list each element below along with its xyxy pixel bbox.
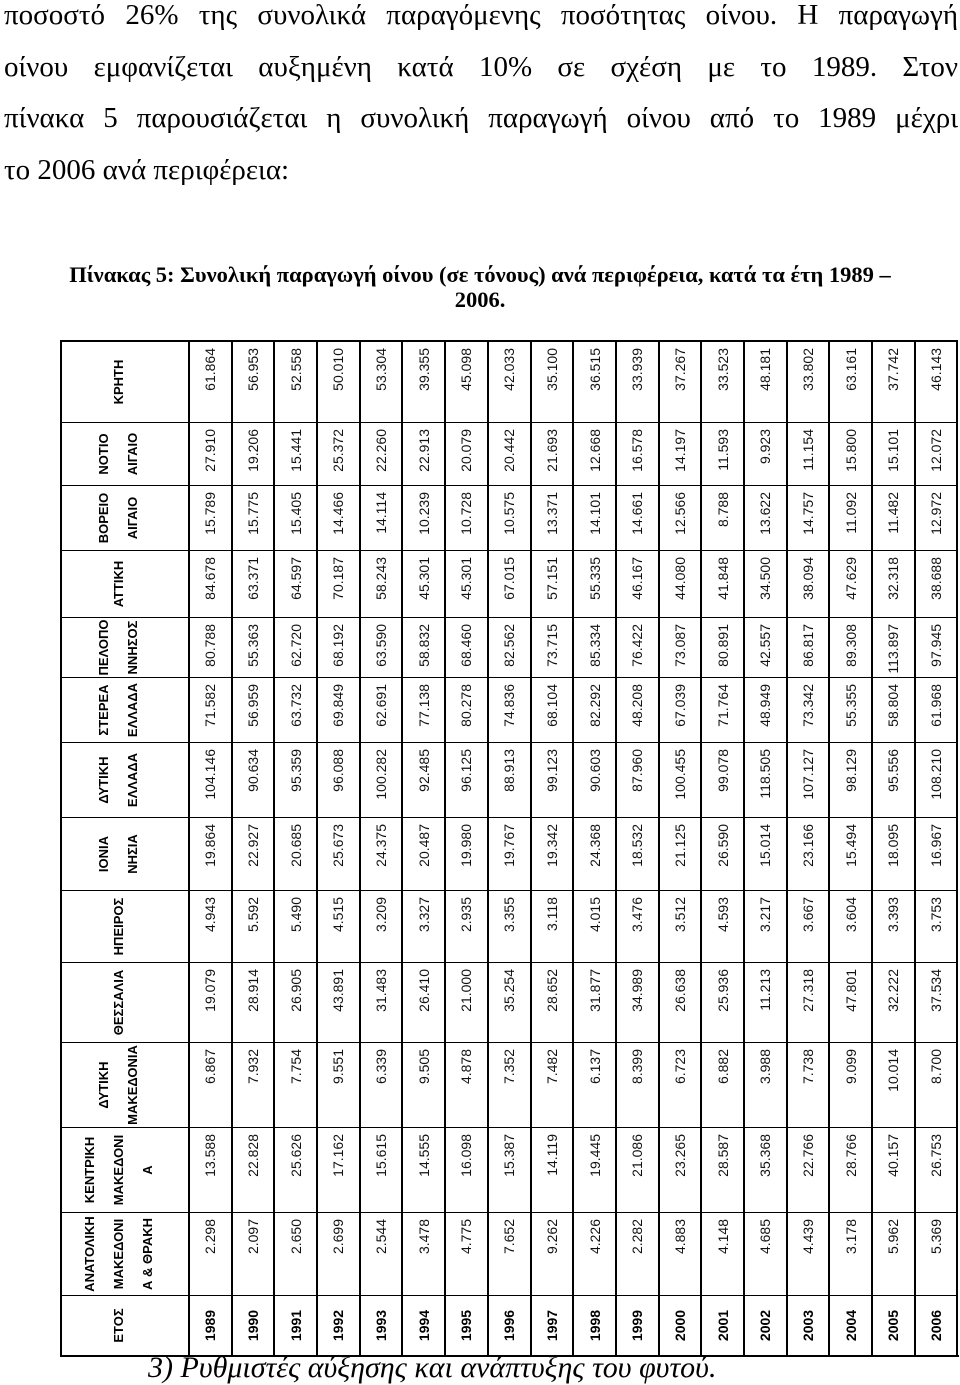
table-cell: 62.720 <box>275 617 318 677</box>
table-cell: 50.010 <box>318 340 361 422</box>
table-cell: 58.804 <box>873 677 916 742</box>
region-header-cell: ΗΠΕΙΡΟΣ <box>62 890 190 962</box>
table-cell: 2.699 <box>318 1212 361 1295</box>
table-year-cell: 1993 <box>361 1295 404 1355</box>
table-cell: 25.673 <box>318 817 361 890</box>
table-cell: 31.483 <box>361 962 404 1042</box>
table-cell: 98.129 <box>830 742 873 817</box>
table-cell: 96.088 <box>318 742 361 817</box>
table-cell: 3.393 <box>873 890 916 962</box>
table-cell: 12.072 <box>916 422 959 485</box>
table-cell: 19.980 <box>446 817 489 890</box>
table-cell: 20.442 <box>489 422 532 485</box>
table-year-cell: 2004 <box>830 1295 873 1355</box>
table-cell: 5.592 <box>233 890 276 962</box>
table-cell: 37.267 <box>660 340 703 422</box>
table-cell: 12.566 <box>660 485 703 550</box>
table-cell: 2.097 <box>233 1212 276 1295</box>
table-cell: 6.137 <box>574 1042 617 1127</box>
table-cell: 95.359 <box>275 742 318 817</box>
table-year-cell: 1999 <box>617 1295 660 1355</box>
table-cell: 61.968 <box>916 677 959 742</box>
table-year-cell: 1989 <box>190 1295 233 1355</box>
table-cell: 26.638 <box>660 962 703 1042</box>
table-cell: 16.967 <box>916 817 959 890</box>
table-cell: 42.557 <box>745 617 788 677</box>
table-cell: 71.764 <box>702 677 745 742</box>
table-cell: 24.368 <box>574 817 617 890</box>
table-cell: 55.335 <box>574 550 617 617</box>
paragraph-line: το 2006 ανά περιφέρεια: <box>4 153 290 186</box>
table-year-cell: 1995 <box>446 1295 489 1355</box>
table-cell: 73.715 <box>532 617 575 677</box>
table-cell: 100.455 <box>660 742 703 817</box>
table-cell: 39.355 <box>403 340 446 422</box>
table-cell: 88.913 <box>489 742 532 817</box>
table-cell: 4.685 <box>745 1212 788 1295</box>
table-cell: 38.094 <box>788 550 831 617</box>
table-year-cell: 2001 <box>702 1295 745 1355</box>
table-cell: 11.154 <box>788 422 831 485</box>
table-cell: 55.363 <box>233 617 276 677</box>
table-cell: 10.575 <box>489 485 532 550</box>
table-year-cell: 2003 <box>788 1295 831 1355</box>
table-cell: 64.597 <box>275 550 318 617</box>
table-cell: 48.181 <box>745 340 788 422</box>
table-cell: 14.197 <box>660 422 703 485</box>
table-cell: 44.080 <box>660 550 703 617</box>
table-cell: 58.243 <box>361 550 404 617</box>
table-cell: 15.615 <box>361 1127 404 1212</box>
table-cell: 55.355 <box>830 677 873 742</box>
table-cell: 27.910 <box>190 422 233 485</box>
table-cell: 107.127 <box>788 742 831 817</box>
table-cell: 26.590 <box>702 817 745 890</box>
table-cell: 13.622 <box>745 485 788 550</box>
table-cell: 11.593 <box>702 422 745 485</box>
table-cell: 56.959 <box>233 677 276 742</box>
table-cell: 53.304 <box>361 340 404 422</box>
table-year-cell: 2005 <box>873 1295 916 1355</box>
table-cell: 20.685 <box>275 817 318 890</box>
table-year-cell: 1991 <box>275 1295 318 1355</box>
table-cell: 14.114 <box>361 485 404 550</box>
table-cell: 68.192 <box>318 617 361 677</box>
table-cell: 26.410 <box>403 962 446 1042</box>
region-header-cell: ΣΤΕΡΕΑ ΕΛΛΑΔΑ <box>62 677 190 742</box>
table-cell: 95.556 <box>873 742 916 817</box>
region-header-cell: ΠΕΛΟΠΟ ΝΝΗΣΟΣ <box>62 617 190 677</box>
table-cell: 31.877 <box>574 962 617 1042</box>
table-cell: 4.878 <box>446 1042 489 1127</box>
table-cell: 15.101 <box>873 422 916 485</box>
table-cell: 3.217 <box>745 890 788 962</box>
table-cell: 12.668 <box>574 422 617 485</box>
table-cell: 21.693 <box>532 422 575 485</box>
table-cell: 4.883 <box>660 1212 703 1295</box>
table-cell: 67.039 <box>660 677 703 742</box>
table-year-cell: 1990 <box>233 1295 276 1355</box>
table-cell: 19.767 <box>489 817 532 890</box>
table-cell: 61.864 <box>190 340 233 422</box>
table-cell: 90.634 <box>233 742 276 817</box>
table-cell: 8.399 <box>617 1042 660 1127</box>
table-cell: 28.652 <box>532 962 575 1042</box>
table-cell: 43.891 <box>318 962 361 1042</box>
table-year-cell: 2002 <box>745 1295 788 1355</box>
table-cell: 5.490 <box>275 890 318 962</box>
table-cell: 35.100 <box>532 340 575 422</box>
table-cell: 9.505 <box>403 1042 446 1127</box>
table-cell: 13.588 <box>190 1127 233 1212</box>
table-year-cell: 1997 <box>532 1295 575 1355</box>
table-cell: 69.849 <box>318 677 361 742</box>
table-year-cell: 1996 <box>489 1295 532 1355</box>
table-cell: 7.652 <box>489 1212 532 1295</box>
table-cell: 14.119 <box>532 1127 575 1212</box>
table-cell: 11.213 <box>745 962 788 1042</box>
table-cell: 86.817 <box>788 617 831 677</box>
table-cell: 70.187 <box>318 550 361 617</box>
table-cell: 9.099 <box>830 1042 873 1127</box>
table-cell: 19.864 <box>190 817 233 890</box>
table-cell: 33.939 <box>617 340 660 422</box>
table-year-cell: 1994 <box>403 1295 446 1355</box>
table-cell: 46.167 <box>617 550 660 617</box>
table-cell: 15.789 <box>190 485 233 550</box>
table-year-cell: 2000 <box>660 1295 703 1355</box>
table-cell: 76.422 <box>617 617 660 677</box>
table-cell: 27.318 <box>788 962 831 1042</box>
region-header-cell: ΚΕΝΤΡΙΚΗ ΜΑΚΕΔΟΝΙ Α <box>62 1127 190 1212</box>
table-cell: 82.292 <box>574 677 617 742</box>
table-year-cell: 2006 <box>916 1295 959 1355</box>
table-cell: 26.905 <box>275 962 318 1042</box>
rotated-table-frame <box>60 340 959 1357</box>
wine-production-table <box>60 340 959 1357</box>
table-cell: 7.754 <box>275 1042 318 1127</box>
table-cell: 3.178 <box>830 1212 873 1295</box>
table-cell: 42.033 <box>489 340 532 422</box>
table-cell: 58.832 <box>403 617 446 677</box>
table-cell: 63.371 <box>233 550 276 617</box>
table-cell: 47.801 <box>830 962 873 1042</box>
table-cell: 80.788 <box>190 617 233 677</box>
table-cell: 84.678 <box>190 550 233 617</box>
body-paragraph <box>4 0 958 196</box>
table-cell: 118.505 <box>745 742 788 817</box>
table-cell: 41.848 <box>702 550 745 617</box>
table-cell: 34.500 <box>745 550 788 617</box>
table-cell: 3.476 <box>617 890 660 962</box>
table-year-cell: 1998 <box>574 1295 617 1355</box>
table-cell: 10.014 <box>873 1042 916 1127</box>
table-cell: 15.387 <box>489 1127 532 1212</box>
table-cell: 35.368 <box>745 1127 788 1212</box>
region-header-cell: ΚΡΗΤΗ <box>62 340 190 422</box>
table-cell: 37.742 <box>873 340 916 422</box>
table-cell: 104.146 <box>190 742 233 817</box>
table-cell: 5.369 <box>916 1212 959 1295</box>
table-cell: 71.582 <box>190 677 233 742</box>
region-header-cell: ΙΟΝΙΑ ΝΗΣΙΑ <box>62 817 190 890</box>
table-cell: 26.753 <box>916 1127 959 1212</box>
table-cell: 96.125 <box>446 742 489 817</box>
table-cell: 45.301 <box>446 550 489 617</box>
table-cell: 15.441 <box>275 422 318 485</box>
table-cell: 3.512 <box>660 890 703 962</box>
table-cell: 4.015 <box>574 890 617 962</box>
table-cell: 90.603 <box>574 742 617 817</box>
table-cell: 11.482 <box>873 485 916 550</box>
table-cell: 7.738 <box>788 1042 831 1127</box>
table-cell: 19.342 <box>532 817 575 890</box>
table-cell: 100.282 <box>361 742 404 817</box>
table-cell: 15.775 <box>233 485 276 550</box>
table-cell: 28.587 <box>702 1127 745 1212</box>
table-cell: 20.487 <box>403 817 446 890</box>
table-cell: 63.732 <box>275 677 318 742</box>
table-cell: 23.265 <box>660 1127 703 1212</box>
table-cell: 74.836 <box>489 677 532 742</box>
table-cell: 9.262 <box>532 1212 575 1295</box>
region-header-cell: ΘΕΣΣΑΛΙΑ <box>62 962 190 1042</box>
table-cell: 14.555 <box>403 1127 446 1212</box>
table-cell: 63.590 <box>361 617 404 677</box>
table-cell: 80.891 <box>702 617 745 677</box>
region-header-cell: ΝΟΤΙΟ ΑΙΓΑΙΟ <box>62 422 190 485</box>
table-cell: 9.551 <box>318 1042 361 1127</box>
paragraph-line: οίνου εμφανίζεται αυξημένη κατά 10% σε σχέση με το 1989. Στον <box>4 50 958 83</box>
table-cell: 113.897 <box>873 617 916 677</box>
table-cell: 8.788 <box>702 485 745 550</box>
table-cell: 99.123 <box>532 742 575 817</box>
table-cell: 45.098 <box>446 340 489 422</box>
table-cell: 14.466 <box>318 485 361 550</box>
table-cell: 19.445 <box>574 1127 617 1212</box>
table-cell: 82.562 <box>489 617 532 677</box>
table-cell: 34.989 <box>617 962 660 1042</box>
table-cell: 21.086 <box>617 1127 660 1212</box>
table-cell: 57.151 <box>532 550 575 617</box>
table-cell: 92.485 <box>403 742 446 817</box>
table-year-cell: 1992 <box>318 1295 361 1355</box>
table-cell: 4.148 <box>702 1212 745 1295</box>
table-cell: 18.095 <box>873 817 916 890</box>
table-cell: 48.208 <box>617 677 660 742</box>
table-cell: 36.515 <box>574 340 617 422</box>
table-cell: 15.800 <box>830 422 873 485</box>
table-cell: 2.935 <box>446 890 489 962</box>
table-cell: 4.775 <box>446 1212 489 1295</box>
table-cell: 17.162 <box>318 1127 361 1212</box>
table-cell: 89.308 <box>830 617 873 677</box>
table-cell: 24.375 <box>361 817 404 890</box>
table-cell: 6.339 <box>361 1042 404 1127</box>
table-cell: 97.945 <box>916 617 959 677</box>
table-cell: 14.757 <box>788 485 831 550</box>
table-cell: 3.753 <box>916 890 959 962</box>
table-cell: 11.092 <box>830 485 873 550</box>
table-cell: 4.439 <box>788 1212 831 1295</box>
table-caption: Πίνακας 5: Συνολική παραγωγή οίνου (σε τόνους) ανά περιφέρεια, κατά τα έτη 1989 – 2006. <box>69 262 891 312</box>
table-cell: 10.728 <box>446 485 489 550</box>
table-cell: 22.766 <box>788 1127 831 1212</box>
region-header-cell: ΒΟΡΕΙΟ ΑΙΓΑΙΟ <box>62 485 190 550</box>
table-cell: 108.210 <box>916 742 959 817</box>
table-cell: 7.352 <box>489 1042 532 1127</box>
table-cell: 21.000 <box>446 962 489 1042</box>
table-cell: 9.923 <box>745 422 788 485</box>
table-cell: 3.604 <box>830 890 873 962</box>
table-cell: 7.932 <box>233 1042 276 1127</box>
table-cell: 3.209 <box>361 890 404 962</box>
table-cell: 3.327 <box>403 890 446 962</box>
table-cell: 73.087 <box>660 617 703 677</box>
table-cell: 46.143 <box>916 340 959 422</box>
table-cell: 28.766 <box>830 1127 873 1212</box>
table-cell: 7.482 <box>532 1042 575 1127</box>
table-cell: 56.953 <box>233 340 276 422</box>
region-header-cell: ΑΝΑΤΟΛΙΚΗ ΜΑΚΕΔΟΝΙ Α & ΘΡΑΚΗ <box>62 1212 190 1295</box>
region-header-cell: ΑΤΤΙΚΗ <box>62 550 190 617</box>
table-cell: 40.157 <box>873 1127 916 1212</box>
table-cell: 20.079 <box>446 422 489 485</box>
table-cell: 3.988 <box>745 1042 788 1127</box>
table-cell: 6.723 <box>660 1042 703 1127</box>
table-cell: 3.118 <box>532 890 575 962</box>
table-cell: 12.972 <box>916 485 959 550</box>
table-cell: 25.936 <box>702 962 745 1042</box>
table-cell: 4.226 <box>574 1212 617 1295</box>
table-cell: 2.282 <box>617 1212 660 1295</box>
table-cell: 4.943 <box>190 890 233 962</box>
table-cell: 33.802 <box>788 340 831 422</box>
section-heading: 3) Ρυθμιστές αύξησης και ανάπτυξης του φυτού. <box>148 1351 717 1384</box>
table-cell: 28.914 <box>233 962 276 1042</box>
table-cell: 77.138 <box>403 677 446 742</box>
table-cell: 67.015 <box>489 550 532 617</box>
table-cell: 99.078 <box>702 742 745 817</box>
table-cell: 38.688 <box>916 550 959 617</box>
table-cell: 21.125 <box>660 817 703 890</box>
table-cell: 23.166 <box>788 817 831 890</box>
table-cell: 68.104 <box>532 677 575 742</box>
table-cell: 80.278 <box>446 677 489 742</box>
paragraph-line: πίνακα 5 παρουσιάζεται η συνολική παραγωγή οίνου από το 1989 μέχρι <box>4 102 958 134</box>
paragraph-line: ποσοστό 26% της συνολικά παραγόμενης ποσότητας οίνου. Η παραγωγή <box>4 0 958 31</box>
table-cell: 19.206 <box>233 422 276 485</box>
table-cell: 10.239 <box>403 485 446 550</box>
table-cell: 14.101 <box>574 485 617 550</box>
table-cell: 62.691 <box>361 677 404 742</box>
table-cell: 63.161 <box>830 340 873 422</box>
table-cell: 6.882 <box>702 1042 745 1127</box>
table-cell: 14.661 <box>617 485 660 550</box>
table-cell: 4.515 <box>318 890 361 962</box>
table-cell: 32.318 <box>873 550 916 617</box>
table-cell: 47.629 <box>830 550 873 617</box>
table-cell: 45.301 <box>403 550 446 617</box>
table-cell: 15.494 <box>830 817 873 890</box>
table-cell: 16.098 <box>446 1127 489 1212</box>
table-cell: 2.650 <box>275 1212 318 1295</box>
table-cell: 3.478 <box>403 1212 446 1295</box>
region-header-cell: ΔΥΤΙΚΗ ΜΑΚΕΔΟΝΙΑ <box>62 1042 190 1127</box>
table-cell: 18.532 <box>617 817 660 890</box>
table-cell: 15.014 <box>745 817 788 890</box>
table-cell: 52.558 <box>275 340 318 422</box>
year-header-cell: ΕΤΟΣ <box>62 1295 190 1355</box>
table-cell: 6.867 <box>190 1042 233 1127</box>
table-cell: 3.667 <box>788 890 831 962</box>
table-cell: 2.544 <box>361 1212 404 1295</box>
table-cell: 8.700 <box>916 1042 959 1127</box>
table-cell: 3.355 <box>489 890 532 962</box>
table-cell: 5.962 <box>873 1212 916 1295</box>
table-cell: 22.828 <box>233 1127 276 1212</box>
table-cell: 68.460 <box>446 617 489 677</box>
table-cell: 22.913 <box>403 422 446 485</box>
table-cell: 15.405 <box>275 485 318 550</box>
table-cell: 35.254 <box>489 962 532 1042</box>
table-cell: 19.079 <box>190 962 233 1042</box>
table-cell: 73.342 <box>788 677 831 742</box>
table-cell: 13.371 <box>532 485 575 550</box>
table-cell: 87.960 <box>617 742 660 817</box>
table-cell: 2.298 <box>190 1212 233 1295</box>
table-cell: 22.927 <box>233 817 276 890</box>
table-cell: 25.372 <box>318 422 361 485</box>
region-header-cell: ΔΥΤΙΚΗ ΕΛΛΑΔΑ <box>62 742 190 817</box>
table-cell: 85.334 <box>574 617 617 677</box>
table-cell: 22.260 <box>361 422 404 485</box>
table-cell: 25.626 <box>275 1127 318 1212</box>
table-cell: 48.949 <box>745 677 788 742</box>
table-cell: 37.534 <box>916 962 959 1042</box>
table-cell: 4.593 <box>702 890 745 962</box>
table-cell: 32.222 <box>873 962 916 1042</box>
table-cell: 16.578 <box>617 422 660 485</box>
table-cell: 33.523 <box>702 340 745 422</box>
